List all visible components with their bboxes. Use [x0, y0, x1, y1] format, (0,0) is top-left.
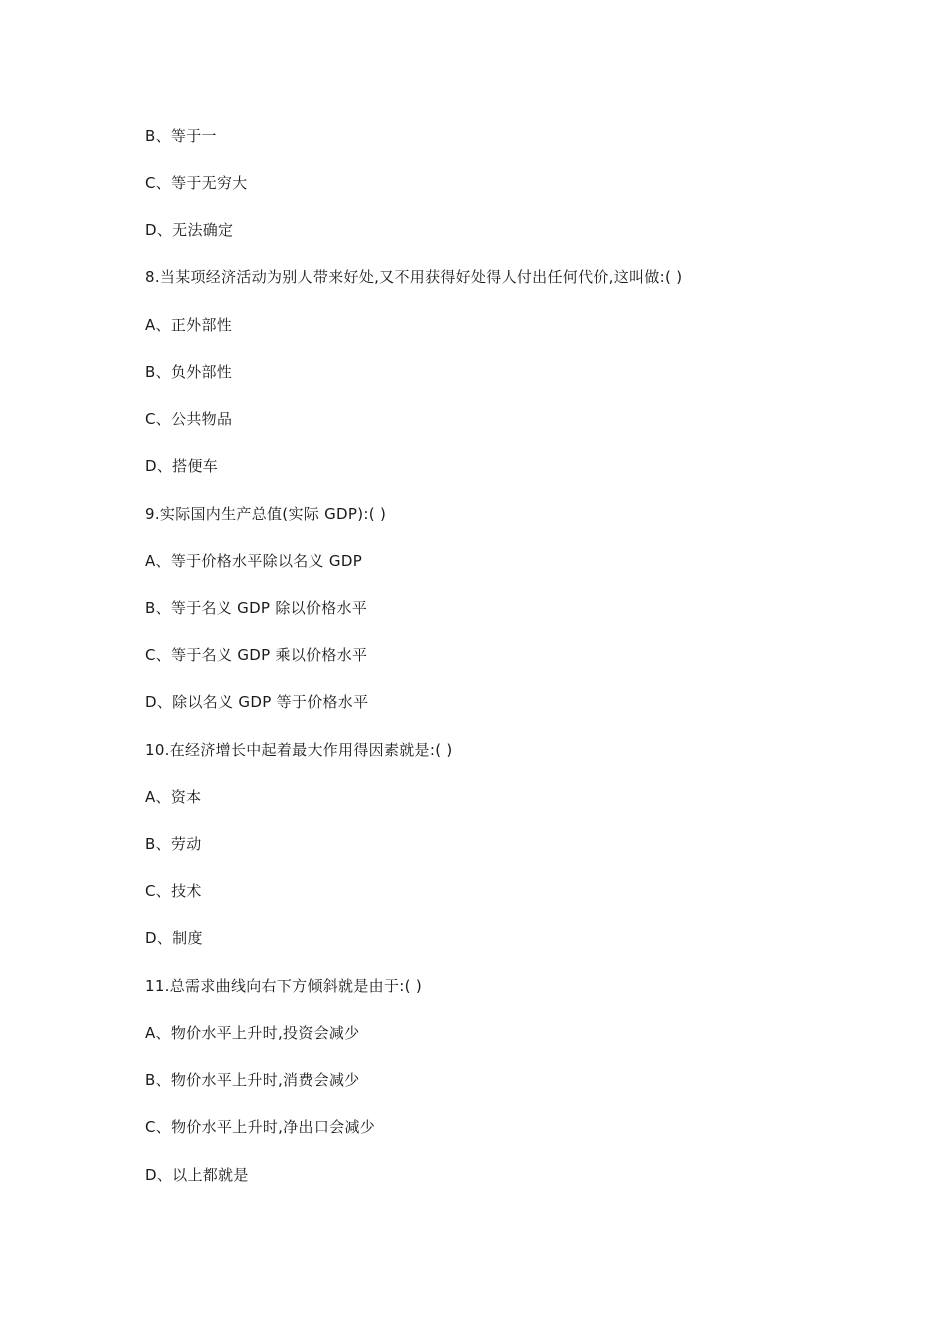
q8-option-b: B、负外部性: [145, 363, 233, 381]
q7-option-d: D、无法确定: [145, 221, 234, 239]
q11-option-a: A、物价水平上升时,投资会减少: [145, 1024, 360, 1042]
q9-question: 9.实际国内生产总值(实际 GDP):( ): [145, 505, 387, 523]
q9-option-c: C、等于名义 GDP 乘以价格水平: [145, 646, 368, 664]
q8-option-c: C、公共物品: [145, 410, 233, 428]
q7-option-c: C、等于无穷大: [145, 174, 248, 192]
q8-option-a: A、正外部性: [145, 316, 233, 334]
q10-option-c: C、技术: [145, 882, 202, 900]
q11-question: 11.总需求曲线向右下方倾斜就是由于:( ): [145, 977, 422, 995]
q10-option-a: A、资本: [145, 788, 202, 806]
q9-option-d: D、除以名义 GDP 等于价格水平: [145, 693, 369, 711]
q10-option-b: B、劳动: [145, 835, 202, 853]
q11-option-b: B、物价水平上升时,消费会减少: [145, 1071, 360, 1089]
q8-option-d: D、搭便车: [145, 457, 219, 475]
q11-option-d: D、以上都就是: [145, 1166, 249, 1184]
q7-option-b: B、等于一: [145, 127, 217, 145]
q10-question: 10.在经济增长中起着最大作用得因素就是:( ): [145, 741, 453, 759]
q11-option-c: C、物价水平上升时,净出口会减少: [145, 1118, 376, 1136]
q9-option-b: B、等于名义 GDP 除以价格水平: [145, 599, 368, 617]
q8-question: 8.当某项经济活动为别人带来好处,又不用获得好处得人付出任何代价,这叫做:( ): [145, 268, 683, 286]
q9-option-a: A、等于价格水平除以名义 GDP: [145, 552, 363, 570]
q10-option-d: D、制度: [145, 929, 203, 947]
